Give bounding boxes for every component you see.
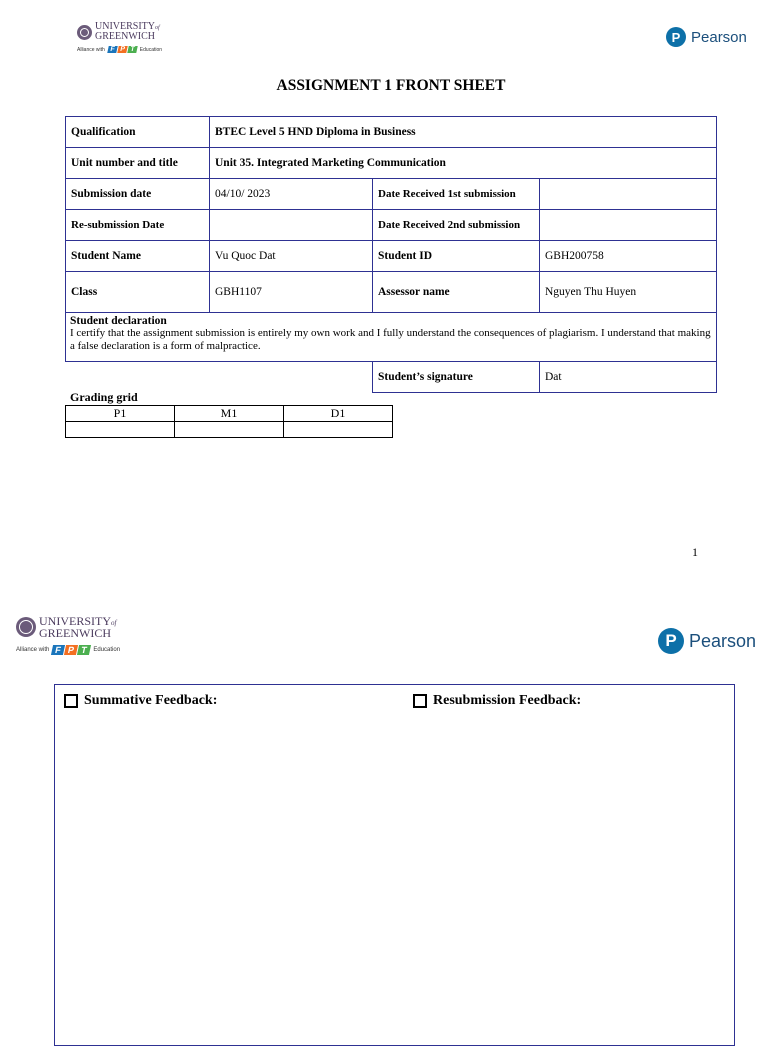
- student-name-value: Vu Quoc Dat: [210, 241, 373, 272]
- table-row: [66, 210, 717, 241]
- student-id-label: Student ID: [373, 241, 540, 272]
- date-received-2-value: [540, 210, 717, 241]
- alliance-fpt-2: [16, 645, 120, 655]
- pearson-p-icon: P: [666, 27, 686, 47]
- class-label: Class: [66, 272, 210, 313]
- grade-cell-d1[interactable]: [284, 422, 393, 438]
- date-received-2-label: Date Received 2nd submission: [373, 210, 540, 241]
- pearson-wordmark: Pearson: [691, 28, 747, 46]
- summative-checkbox[interactable]: [64, 694, 78, 708]
- grading-grid: [65, 405, 393, 438]
- grading-grid-title: Grading grid: [70, 390, 138, 404]
- grade-cell-p1[interactable]: [66, 422, 175, 438]
- submission-date-label: Submission date: [66, 179, 210, 210]
- table-row: [66, 362, 717, 393]
- front-sheet-table: [65, 116, 717, 393]
- table-row: [66, 117, 717, 148]
- grade-header-p1: P1: [66, 406, 175, 422]
- university-name-line1: UNIVERSITY: [95, 21, 155, 32]
- pearson-p-icon: P: [658, 628, 684, 654]
- signature-label: Student’s signature: [373, 362, 540, 393]
- education-text: Education: [93, 647, 121, 653]
- declaration-text: I certify that the assignment submission is entirely my own work and I fully understand the consequences of plagiarism. I understand that making a false declaration is a form of malpractice.: [70, 327, 711, 352]
- class-value: GBH1107: [210, 272, 373, 313]
- student-declaration-cell: [66, 313, 717, 362]
- resubmission-feedback-label: Resubmission Feedback:: [433, 693, 582, 708]
- table-row: [66, 313, 717, 362]
- assessor-label: Assessor name: [373, 272, 540, 313]
- grade-cell-m1[interactable]: [175, 422, 284, 438]
- university-name-line1: UNIVERSITY: [39, 614, 111, 628]
- alliance-text: Alliance with: [16, 647, 50, 653]
- submission-date-value: 04/10/ 2023: [210, 179, 373, 210]
- date-received-1-label: Date Received 1st submission: [373, 179, 540, 210]
- university-seal-icon: [77, 25, 92, 40]
- resubmission-checkbox[interactable]: [413, 694, 427, 708]
- unit-label: Unit number and title: [66, 148, 210, 179]
- page-number: 1: [692, 545, 698, 559]
- grade-header-d1: D1: [284, 406, 393, 422]
- pearson-wordmark: Pearson: [689, 630, 757, 651]
- table-row: [66, 272, 717, 313]
- university-of: of: [111, 619, 117, 627]
- qualification-value: BTEC Level 5 HND Diploma in Business: [210, 117, 717, 148]
- university-logo-2: [16, 615, 120, 655]
- alliance-fpt: [77, 46, 162, 53]
- university-seal-icon: [16, 617, 36, 637]
- table-row: [66, 241, 717, 272]
- fpt-logo: F P T: [108, 46, 137, 53]
- empty-cell: [66, 362, 373, 393]
- feedback-box: [54, 684, 735, 1046]
- university-of: of: [155, 25, 160, 31]
- resubmission-feedback-header: [413, 693, 581, 709]
- summative-feedback-label: Summative Feedback:: [84, 693, 218, 708]
- alliance-text: Alliance with: [77, 46, 105, 53]
- grade-header-m1: M1: [175, 406, 284, 422]
- qualification-label: Qualification: [66, 117, 210, 148]
- page-title: ASSIGNMENT 1 FRONT SHEET: [276, 77, 506, 94]
- education-text: Education: [139, 46, 163, 53]
- university-logo: [77, 22, 162, 53]
- table-row: [66, 179, 717, 210]
- date-received-1-value: [540, 179, 717, 210]
- university-name-line2: GREENWICH: [39, 626, 111, 640]
- student-name-label: Student Name: [66, 241, 210, 272]
- student-id-value: GBH200758: [540, 241, 717, 272]
- resubmission-date-label: Re-submission Date: [66, 210, 210, 241]
- table-row: [66, 148, 717, 179]
- pearson-logo-2: [658, 628, 756, 654]
- pearson-logo: [666, 27, 747, 47]
- resubmission-date-value: [210, 210, 373, 241]
- declaration-title: Student declaration: [70, 315, 167, 327]
- fpt-logo: F P T: [52, 645, 90, 655]
- university-name-line2: GREENWICH: [95, 31, 155, 42]
- unit-value: Unit 35. Integrated Marketing Communication: [210, 148, 717, 179]
- signature-value: Dat: [540, 362, 717, 393]
- summative-feedback-header: [64, 693, 217, 709]
- assessor-value: Nguyen Thu Huyen: [540, 272, 717, 313]
